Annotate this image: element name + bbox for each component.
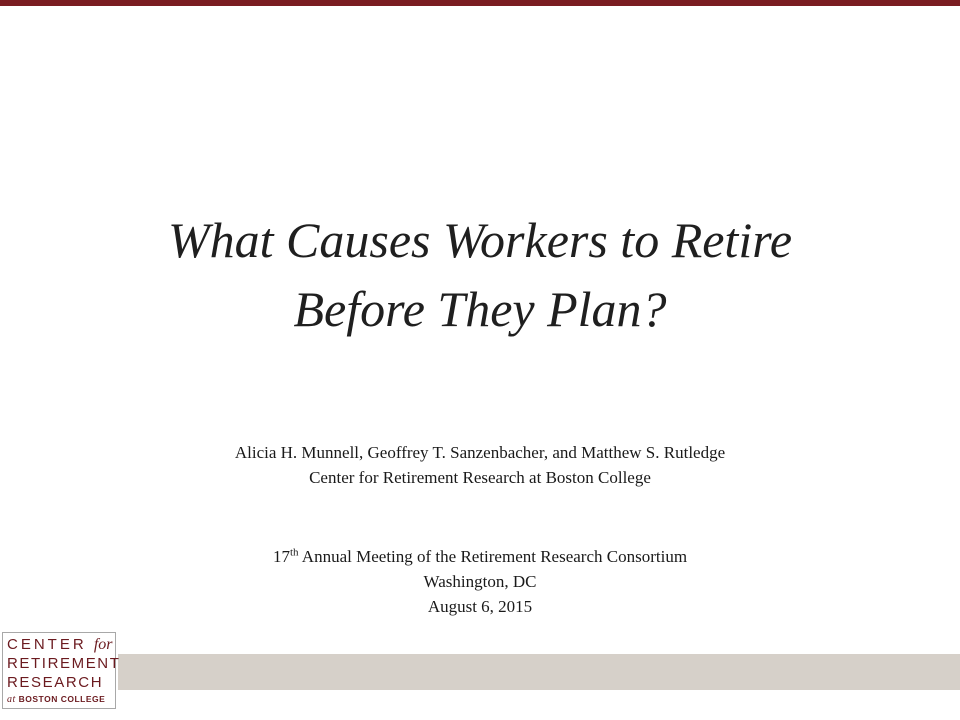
slide-title-line-2: Before They Plan? <box>293 281 667 337</box>
logo-at-text: at <box>7 694 16 705</box>
logo-for-text: for <box>93 636 113 653</box>
slide-title-line-1: What Causes Workers to Retire <box>167 212 793 268</box>
meeting-title: Annual Meeting of the Retirement Research Consortium <box>298 547 688 566</box>
logo-line-center <box>7 636 113 654</box>
crr-logo <box>2 632 121 709</box>
logo-line-retirement: RETIREMENT <box>7 655 121 672</box>
author-block <box>0 440 960 490</box>
footer-band <box>118 654 960 690</box>
logo-center-text: CENTER <box>7 636 87 653</box>
slide-title <box>0 206 960 344</box>
meeting-number: 17 <box>272 547 290 566</box>
meeting-name <box>0 544 960 569</box>
author-affiliation: Center for Retirement Research at Boston College <box>309 468 651 487</box>
meeting-block <box>0 544 960 619</box>
logo-college-text: BOSTON COLLEGE <box>15 694 106 704</box>
meeting-ordinal: th <box>289 546 299 559</box>
meeting-location: Washington, DC <box>423 572 537 591</box>
logo-line-research: RESEARCH <box>7 674 104 691</box>
author-names: Alicia H. Munnell, Geoffrey T. Sanzenbacher, and Matthew S. Rutledge <box>234 443 726 462</box>
logo-line-college <box>7 693 105 706</box>
top-accent-bar <box>0 0 960 6</box>
meeting-date: August 6, 2015 <box>427 597 533 616</box>
